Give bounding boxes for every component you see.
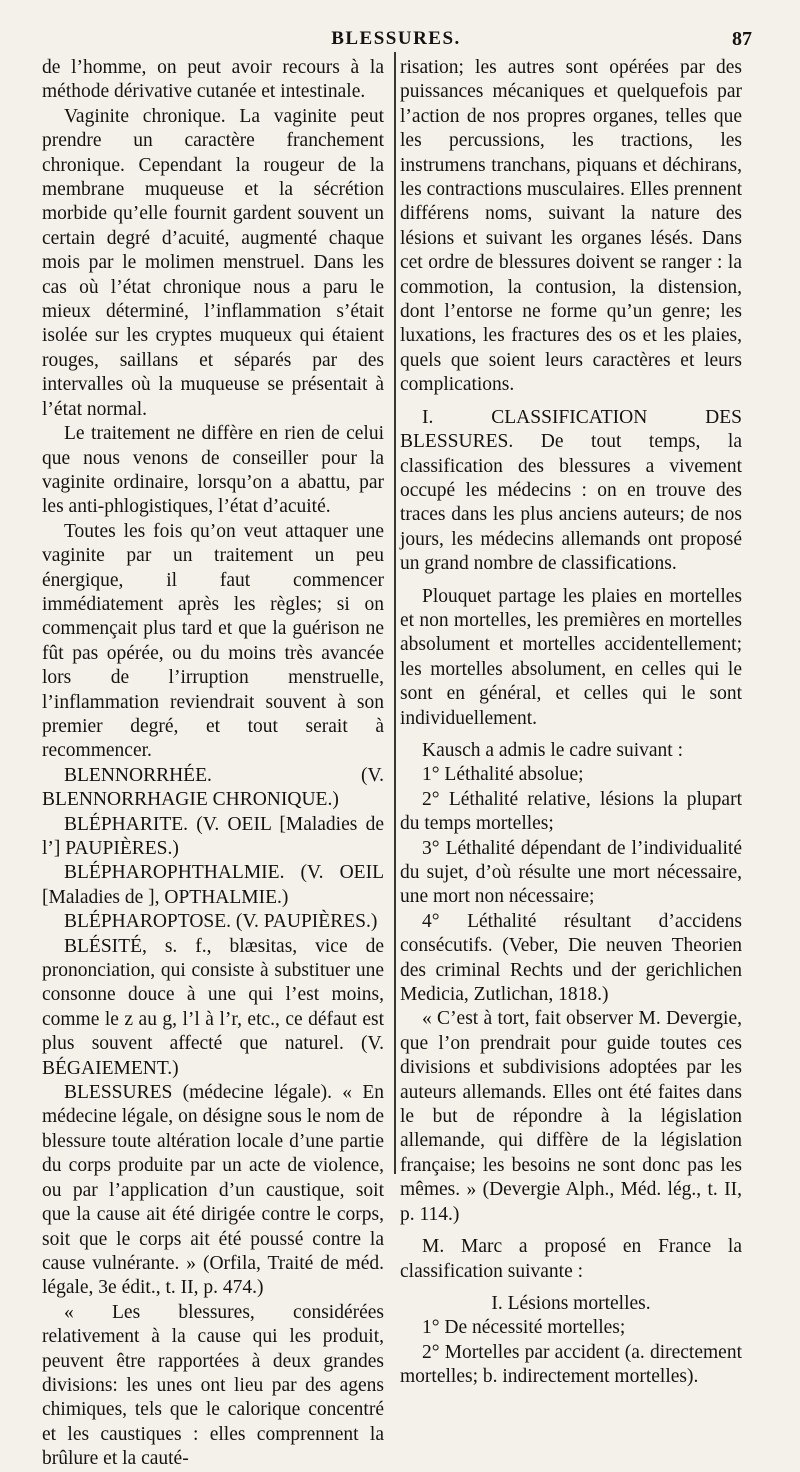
left-column-paragraph: BLENNORRHÉE. (V. BLENNORRHAGIE CHRONIQUE.)	[42, 764, 384, 811]
right-column-paragraph: Kausch a admis le cadre suivant :	[422, 739, 683, 761]
column-divider	[394, 52, 396, 1174]
left-column-paragraph: Toutes les fois qu’on veut attaquer une vaginite par un traitement un peu énergique, il faut commencer immédiatement après les règles; si on commençait plus tard et que la guérison ne fût pas opérée, ou du moins très avancée lors de l’irruption menstruelle, l’inflammation reviendrait souvent à son premier degré, et tout serait à recommencer.	[42, 520, 384, 762]
page-number: 87	[732, 28, 752, 50]
left-column-paragraph: BLÉPHARITE. (V. OEIL [Maladies de l’] PAUPIÈRES.)	[42, 813, 384, 859]
right-column-paragraph: risation; les autres sont opérées par des puissances mécaniques et quelquefois par l’action de nos propres organes, telles que les percussions, les tractions, les instrumens tranchans, piquans et déchirans, les contractions musculaires. Elles prennent différens noms, suivant la nature des lésions et suivant les organes lésés. Dans cet ordre de blessures doivent se ranger : la commotion, la contusion, la distension, dont l’entorse ne forme qu’un genre; les luxations, les fractures des os et les plaies, quels que soient leurs caractères et leurs complications.	[400, 57, 742, 396]
right-column-paragraph: 1° De nécessité mortelles;	[422, 1317, 626, 1339]
left-column-paragraph: BLESSURES (médecine légale). « En médecine légale, on désigne sous le nom de blessure toute altération locale d’une partie du corps produite par un acte de violence, ou par l’application d’un caustique, soit que la cause ait été dirigée contre le corps, soit que le corps ait été poussé contre la cause vulnérante. » (Orfila, Traité de méd. légale, 3e édit., t. II, p. 474.)	[42, 1082, 384, 1299]
right-column-paragraph: M. Marc a proposé en France la classification suivante :	[400, 1236, 742, 1282]
right-column-paragraph: 3° Léthalité dépendant de l’individualité du sujet, d’où résulte une mort nécessaire, une mort non nécessaire;	[400, 837, 742, 908]
left-column-paragraph: BLÉPHAROPTOSE. (V. PAUPIÈRES.)	[64, 911, 378, 933]
right-column-paragraph: I. CLASSIFICATION DES BLESSURES. De tout temps, la classification des blessures a vivement occupé les médecins : on en trouve des traces dans les plus anciens auteurs; de nos jours, les médecins allemands ont proposé un grand nombre de classifications.	[400, 406, 742, 575]
left-column-paragraph: Vaginite chronique. La vaginite peut prendre un caractère franchement chronique. Cependant la rougeur de la membrane muqueuse et la sécrétion morbide qu’elle fournit gardent souvent un certain degré d’acuité, augmenté chaque mois par le molimen menstruel. Dans les cas où l’état chronique nous a paru le mieux déterminé, l’inflammation s’était isolée sur les cryptes muqueux qui étaient rouges, saillans et séparés par des intervalles où la muqueuse se présentait à l’état normal.	[42, 105, 384, 420]
right-column-paragraph: 2° Mortelles par accident (a. directement mortelles; b. indirectement mortelles).	[400, 1341, 742, 1388]
left-column-paragraph: de l’homme, on peut avoir recours à la méthode dérivative cutanée et intestinale.	[42, 57, 384, 103]
right-column-paragraph: 2° Léthalité relative, lésions la plupart du temps mortelles;	[400, 788, 742, 835]
right-column-paragraph: Plouquet partage les plaies en mortelles et non mortelles, les premières en mortelles absolument et mortelles accidentellement; les mortelles absolument, en celles qui le sont en général, et celles qui le sont individuellement.	[400, 585, 742, 729]
left-column-paragraph: « Les blessures, considérées relativement à la cause qui les produit, peuvent être rapportées à deux grandes divisions: les unes ont lieu par des agens chimiques, tels que le calorique concentré et les caustiques : elles comprennent la brûlure et la cauté-	[42, 1301, 384, 1470]
right-column-paragraph: « C’est à tort, fait observer M. Devergie, que l’on prendrait pour guide toutes ces divisions et subdivisions adoptées par les auteurs allemands. Elles ont été faites dans le but de répondre à la législation allemande, qui diffère de la législation française; les besoins ne sont donc pas les mêmes. » (Devergie Alph., Méd. lég., t. II, p. 114.)	[400, 1008, 742, 1225]
left-column-paragraph: Le traitement ne diffère en rien de celui que nous venons de conseiller pour la vaginite ordinaire, lorsqu’on a abattu, par les anti-phlogistiques, l’état d’acuité.	[42, 423, 384, 518]
right-column-paragraph: 1° Léthalité absolue;	[422, 764, 584, 786]
left-column-paragraph: BLÉSITÉ, s. f., blæsitas, vice de prononciation, qui consiste à substituer une consonne douce à une qui l’est moins, comme le z au g, l’l à l’r, etc., ce défaut est plus souvent affecté que naturel. (V. BÉGAIEMENT.)	[42, 935, 384, 1079]
left-column-paragraph: BLÉPHAROPHTHALMIE. (V. OEIL [Maladies de ], OPTHALMIE.)	[42, 862, 384, 908]
running-title: BLESSURES.	[331, 28, 461, 49]
right-column	[400, 56, 742, 1390]
right-column-paragraph: I. Lésions mortelles.	[491, 1292, 651, 1314]
page-header	[40, 28, 752, 54]
left-column	[42, 56, 384, 1472]
right-column-paragraph: 4° Léthalité résultant d’accidens consécutifs. (Veber, Die neuven Theorien des criminal Rechts und der gerichlichen Medicia, Zutlichan, 1818.)	[400, 910, 742, 1006]
